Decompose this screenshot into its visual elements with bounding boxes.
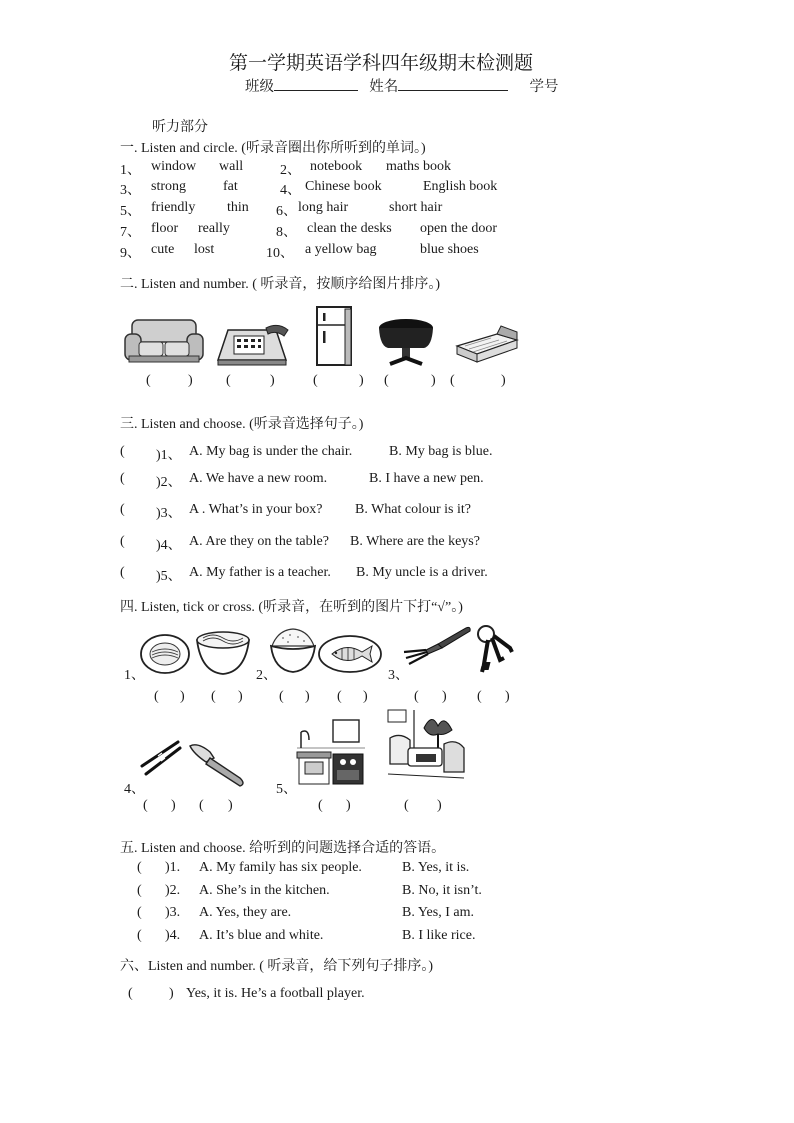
- keys-icon: [474, 624, 516, 674]
- answer-paren-open[interactable]: (: [143, 798, 148, 813]
- answer-paren-close[interactable]: ): [363, 689, 368, 704]
- knife-icon: [188, 742, 248, 788]
- s1-num: 4、: [280, 183, 301, 198]
- s5-option-a[interactable]: A. She’s in the kitchen.: [199, 883, 330, 898]
- fork-picture: [400, 622, 472, 666]
- sofa-picture: [124, 318, 204, 368]
- page-title: 第一学期英语学科四年级期末检测题: [229, 53, 534, 74]
- s1-num: 8、: [276, 225, 297, 240]
- s1-word[interactable]: wall: [219, 159, 244, 174]
- s5-option-b[interactable]: B. Yes, it is.: [402, 860, 470, 875]
- answer-paren-close[interactable]: ): [501, 373, 506, 388]
- s3-num: )1、: [156, 448, 182, 463]
- answer-paren-open[interactable]: (: [120, 534, 125, 549]
- chopsticks-picture: [138, 738, 182, 778]
- answer-paren-open[interactable]: (: [450, 373, 455, 388]
- class-label: 班级: [245, 79, 274, 95]
- answer-paren-open[interactable]: (: [199, 798, 204, 813]
- keys-picture: [474, 624, 516, 674]
- s1-word[interactable]: maths book: [386, 159, 451, 174]
- s1-word[interactable]: short hair: [389, 200, 443, 215]
- s1-num: 2、: [280, 163, 301, 178]
- s5-num: )1.: [165, 860, 181, 875]
- answer-paren-open[interactable]: (: [120, 565, 125, 580]
- answer-paren-close[interactable]: ): [180, 689, 185, 704]
- telephone-icon: [212, 320, 292, 370]
- knife-picture: [188, 742, 248, 788]
- s3-option-a[interactable]: A. Are they on the table?: [189, 534, 329, 549]
- s1-word[interactable]: really: [198, 221, 230, 236]
- s1-word[interactable]: window: [151, 159, 197, 174]
- answer-paren-close[interactable]: ): [431, 373, 436, 388]
- answer-paren-open[interactable]: (: [146, 373, 151, 388]
- s1-word[interactable]: a yellow bag: [305, 242, 377, 257]
- s3-num: )2、: [156, 475, 182, 490]
- s1-word[interactable]: thin: [227, 200, 249, 215]
- answer-paren-open[interactable]: (: [137, 860, 142, 875]
- s3-option-b[interactable]: B. What colour is it?: [355, 502, 471, 517]
- fork-icon: [400, 622, 472, 666]
- s3-option-b[interactable]: B. My uncle is a driver.: [356, 565, 488, 580]
- answer-paren-close[interactable]: ): [359, 373, 364, 388]
- s5-num: )3.: [165, 905, 181, 920]
- answer-paren-open[interactable]: (: [137, 905, 142, 920]
- answer-paren-close[interactable]: ): [228, 798, 233, 813]
- s4-label: 2、: [256, 668, 277, 683]
- answer-paren-open[interactable]: (: [120, 471, 125, 486]
- telephone-picture: [212, 320, 292, 370]
- kitchen-picture: [295, 718, 367, 786]
- bed-picture: [455, 324, 519, 364]
- s3-option-a[interactable]: A. My father is a teacher.: [189, 565, 331, 580]
- answer-paren-close[interactable]: ): [346, 798, 351, 813]
- student-info-line: [245, 75, 559, 96]
- s5-option-b[interactable]: B. No, it isn’t.: [402, 883, 482, 898]
- bed-icon: [455, 324, 519, 364]
- fish-plate-picture: [318, 632, 382, 674]
- s1-word[interactable]: fat: [223, 179, 238, 194]
- s1-word[interactable]: clean the desks: [307, 221, 392, 236]
- answer-paren-open[interactable]: (: [404, 798, 409, 813]
- class-blank[interactable]: [274, 76, 358, 91]
- answer-paren-open[interactable]: (: [120, 444, 125, 459]
- s6-sentence: Yes, it is. He’s a football player.: [186, 986, 365, 1001]
- s4-label: 4、: [124, 782, 145, 797]
- round-table-picture: [378, 318, 434, 368]
- noodle-plate-icon: [140, 632, 190, 676]
- name-blank[interactable]: [398, 76, 508, 91]
- fridge-picture: [314, 305, 354, 367]
- s5-option-a[interactable]: A. My family has six people.: [199, 860, 362, 875]
- s3-option-a[interactable]: A. We have a new room.: [189, 471, 328, 486]
- s3-num: )4、: [156, 538, 182, 553]
- s1-word[interactable]: English book: [423, 179, 498, 194]
- section6-heading: 六、Listen and number. ( 听录音，给下列句子排序。): [120, 959, 434, 974]
- answer-paren-open[interactable]: (: [154, 689, 159, 704]
- answer-paren-open[interactable]: (: [137, 883, 142, 898]
- s1-word[interactable]: cute: [151, 242, 175, 257]
- answer-paren-close[interactable]: ): [305, 689, 310, 704]
- rice-bowl-icon: [268, 626, 318, 676]
- answer-paren-open[interactable]: (: [318, 798, 323, 813]
- answer-paren-close[interactable]: ): [169, 986, 174, 1001]
- s5-option-a[interactable]: A. Yes, they are.: [199, 905, 292, 920]
- fish-plate-icon: [318, 632, 382, 674]
- s3-option-b[interactable]: B. My bag is blue.: [389, 444, 493, 459]
- s1-word[interactable]: floor: [151, 221, 179, 236]
- s5-option-a[interactable]: A. It’s blue and white.: [199, 928, 324, 943]
- answer-paren-open[interactable]: (: [414, 689, 419, 704]
- noodle-bowl-icon: [195, 628, 251, 678]
- chopsticks-icon: [138, 738, 182, 778]
- name-label: 姓名: [369, 79, 399, 95]
- s3-option-a[interactable]: A . What’s in your box?: [189, 502, 323, 517]
- s1-word[interactable]: open the door: [420, 221, 497, 236]
- s1-num: 3、: [120, 183, 141, 198]
- answer-paren-open[interactable]: (: [477, 689, 482, 704]
- fridge-icon: [314, 305, 354, 367]
- s1-word[interactable]: strong: [151, 179, 186, 194]
- s5-option-b[interactable]: B. Yes, I am.: [402, 905, 474, 920]
- s4-label: 1、: [124, 668, 145, 683]
- s3-option-b[interactable]: B. I have a new pen.: [369, 471, 484, 486]
- listening-heading: 听力部分: [152, 120, 208, 135]
- s1-word[interactable]: lost: [194, 242, 215, 257]
- section2-heading: 二. Listen and number. ( 听录音，按顺序给图片排序。): [120, 277, 441, 292]
- s1-word[interactable]: Chinese book: [305, 179, 382, 194]
- s1-num: 5、: [120, 204, 141, 219]
- answer-paren-open[interactable]: (: [313, 373, 318, 388]
- answer-paren-open[interactable]: (: [120, 502, 125, 517]
- answer-paren-close[interactable]: ): [238, 689, 243, 704]
- s1-word[interactable]: long hair: [298, 200, 349, 215]
- section1-heading: 一. Listen and circle. (听录音圈出你所听到的单词。): [120, 141, 426, 156]
- noodle-bowl-picture: [195, 628, 251, 678]
- kitchen-icon: [295, 718, 367, 786]
- answer-paren-open[interactable]: (: [226, 373, 231, 388]
- rice-bowl-picture: [268, 626, 318, 676]
- answer-paren-close[interactable]: ): [437, 798, 442, 813]
- answer-paren-close[interactable]: ): [270, 373, 275, 388]
- answer-paren-open[interactable]: (: [137, 928, 142, 943]
- s5-num: )2.: [165, 883, 181, 898]
- living-room-icon: [386, 708, 466, 788]
- number-label: 学号: [529, 79, 559, 95]
- round-table-icon: [378, 318, 434, 368]
- section4-heading: 四. Listen, tick or cross. (听录音，在听到的图片下打“√”。): [120, 600, 463, 615]
- sofa-icon: [124, 318, 204, 368]
- s4-label: 3、: [388, 668, 409, 683]
- s1-num: 1、: [120, 163, 141, 178]
- s1-word[interactable]: friendly: [151, 200, 196, 215]
- s5-num: )4.: [165, 928, 181, 943]
- section5-heading: 五. Listen and choose. 给听到的问题选择合适的答语。: [120, 841, 446, 856]
- answer-paren-open[interactable]: (: [211, 689, 216, 704]
- s3-option-a[interactable]: A. My bag is under the chair.: [189, 444, 353, 459]
- answer-paren-close[interactable]: ): [171, 798, 176, 813]
- s3-num: )3、: [156, 506, 182, 521]
- s5-option-b[interactable]: B. I like rice.: [402, 928, 476, 943]
- s1-num: 7、: [120, 225, 141, 240]
- answer-paren-open[interactable]: (: [384, 373, 389, 388]
- s1-num: 9、: [120, 246, 141, 261]
- answer-paren-close[interactable]: ): [442, 689, 447, 704]
- s4-label: 5、: [276, 782, 297, 797]
- s1-word[interactable]: notebook: [310, 159, 363, 174]
- s1-num: 6、: [276, 204, 297, 219]
- noodle-plate-picture: [140, 632, 190, 676]
- section3-heading: 三. Listen and choose. (听录音选择句子。): [120, 417, 364, 432]
- s1-word[interactable]: blue shoes: [420, 242, 479, 257]
- answer-paren-close[interactable]: ): [505, 689, 510, 704]
- answer-paren-open[interactable]: (: [279, 689, 284, 704]
- s1-num: 10、: [266, 246, 294, 261]
- answer-paren-open[interactable]: (: [337, 689, 342, 704]
- answer-paren-open[interactable]: (: [128, 986, 133, 1001]
- answer-paren-close[interactable]: ): [188, 373, 193, 388]
- s3-option-b[interactable]: B. Where are the keys?: [350, 534, 480, 549]
- living-room-picture: [386, 708, 466, 788]
- s3-num: )5、: [156, 569, 182, 584]
